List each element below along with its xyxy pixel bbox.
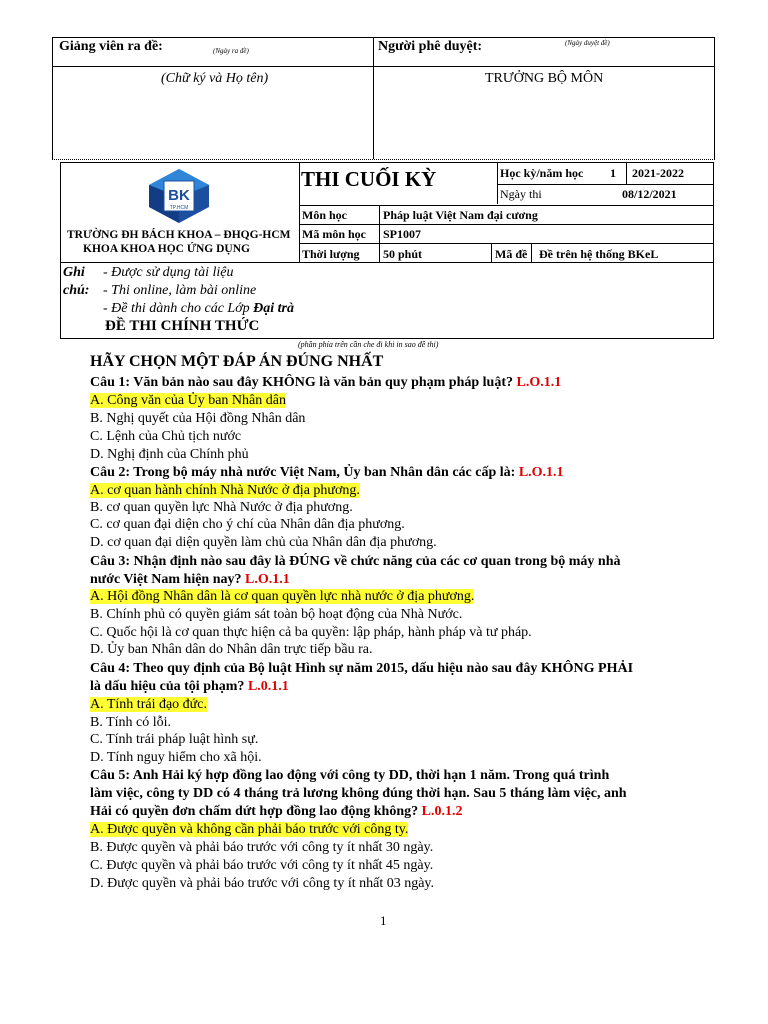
question-1-answer-c: C. Lệnh của Chủ tịch nước — [90, 429, 242, 444]
header-line-sem — [497, 184, 713, 185]
answer-highlight: A. cơ quan hành chính Nhà Nước ở địa phương. — [90, 483, 360, 498]
question-5-lo: L.0.1.2 — [421, 804, 463, 819]
school-logo — [147, 167, 211, 230]
question-5-stem-1: Câu 5: Anh Hải ký hợp đồng lao động với công ty DD, thời hạn 1 năm. Trong quá trình — [90, 768, 610, 783]
question-3-text: nước Việt Nam hiện nay? — [90, 572, 245, 587]
question-3-stem-1: Câu 3: Nhận định nào sau đây là ĐÚNG về chức năng của các cơ quan trong bộ máy nhà — [90, 554, 621, 569]
question-4-answer-a — [90, 696, 207, 713]
exam-code-value: Đề trên hệ thống BKeL — [539, 247, 659, 261]
notes-line-3 — [103, 301, 294, 317]
question-5-answer-c: C. Được quyền và phải báo trước với công ty ít nhất 45 ngày. — [90, 858, 434, 873]
question-2-answer-a — [90, 482, 360, 499]
official-label: ĐỀ THI CHÍNH THỨC — [105, 318, 260, 334]
answer-highlight: A. Công văn của Ủy ban Nhân dân — [90, 393, 286, 408]
subject-label: Môn học — [302, 208, 347, 222]
header-line-title — [299, 205, 713, 206]
date-hint-2: (Ngày duyệt đề) — [565, 39, 610, 47]
year-value: 2021-2022 — [632, 166, 684, 180]
question-2-lo: L.O.1.1 — [518, 465, 564, 480]
question-5-answer-b: B. Được quyền và phải báo trước với công ty ít nhất 30 ngày. — [90, 840, 434, 855]
header-divider-duration — [491, 243, 492, 262]
question-3-answer-b: B. Chính phủ có quyền giám sát toàn bộ hoạt động của Nhà Nước. — [90, 607, 463, 622]
date-label: Ngày thi — [500, 187, 542, 201]
code-label: Mã môn học — [302, 227, 366, 241]
exam-code-label: Mã đề — [495, 247, 528, 261]
header-divider-examcode — [531, 243, 532, 262]
question-3-answer-a — [90, 588, 474, 605]
question-5-stem-2: làm việc, công ty DD có 4 tháng trả lương không đúng thời hạn. Sau 5 tháng làm việc, anh — [90, 786, 627, 801]
header-line-subject — [299, 224, 713, 225]
semester-value: 1 — [610, 166, 616, 180]
school-line-2: KHOA KHOA HỌC ỨNG DỤNG — [83, 243, 250, 255]
question-1-lo: L.O.1.1 — [516, 375, 562, 390]
question-5-text: Hải có quyền đơn chấm dứt hợp đồng lao động không? — [90, 804, 422, 819]
question-4-answer-b: B. Tính có lỗi. — [90, 715, 172, 730]
signoff-box — [52, 37, 715, 160]
approver-label: Người phê duyệt: — [378, 39, 483, 54]
answer-highlight: A. Tính trái đạo đức. — [90, 697, 207, 712]
exam-header — [60, 162, 714, 263]
question-4-stem-2 — [90, 678, 289, 695]
lecturer-label: Giảng viên ra đề: — [59, 39, 163, 54]
question-4-stem-1: Câu 4: Theo quy định của Bộ luật Hình sự năm 2015, dấu hiệu nào sau đây KHÔNG PHẢI — [90, 661, 634, 676]
question-1-answer-d: D. Nghị định của Chính phủ — [90, 447, 249, 462]
question-4-answer-d: D. Tính nguy hiểm cho xã hội. — [90, 750, 262, 765]
semester-label: Học kỳ/năm học — [500, 166, 584, 180]
subject-value: Pháp luật Việt Nam đại cương — [383, 208, 538, 222]
code-value: SP1007 — [383, 227, 422, 241]
logo-sub: TP.HCM — [169, 205, 189, 211]
date-value: 08/12/2021 — [622, 187, 677, 201]
notes-label-2: chú: — [63, 283, 90, 298]
answer-highlight: A. Được quyền và không cần phải báo trước với công ty. — [90, 822, 409, 837]
notes-line-1: - Được sử dụng tài liệu — [103, 265, 234, 280]
question-5-answer-d: D. Được quyền và phải báo trước với công ty ít nhất 03 ngày. — [90, 876, 435, 891]
question-2-answer-b: B. cơ quan quyền lực Nhà Nước ở địa phương. — [90, 500, 353, 515]
notes-label-1: Ghi — [63, 265, 85, 280]
duration-label: Thời lượng — [302, 247, 360, 261]
question-3-answer-d: D. Ủy ban Nhân dân do Nhân dân trực tiếp bầu ra. — [90, 642, 373, 657]
question-1-answer-b: B. Nghị quyết của Hội đồng Nhân dân — [90, 411, 306, 426]
notes-line-2: - Thi online, làm bài online — [103, 283, 257, 298]
question-2-answer-c: C. cơ quan đại diện cho ý chí của Nhân dân địa phương. — [90, 517, 405, 532]
question-2-text: Câu 2: Trong bộ máy nhà nước Việt Nam, Ủy ban Nhân dân các cấp là: — [90, 465, 519, 480]
duration-value: 50 phút — [383, 247, 423, 261]
notes-line-3-bold: Đại trà — [253, 301, 295, 316]
date-hint-1: (Ngày ra đề) — [213, 47, 249, 55]
exam-title: THI CUỐI KỲ — [301, 167, 437, 191]
question-1-answer-a — [90, 392, 286, 409]
notes-line-3-prefix: - Đề thi dành cho các Lớp — [103, 301, 254, 316]
signoff-row-line — [53, 66, 714, 67]
question-1-stem — [90, 374, 561, 391]
signature-hint: (Chữ ký và Họ tên) — [161, 71, 269, 86]
logo-text: BK — [168, 187, 190, 204]
instructions: HÃY CHỌN MỘT ĐÁP ÁN ĐÚNG NHẤT — [90, 353, 384, 370]
header-divider-labels — [379, 205, 380, 262]
answer-highlight: A. Hội đồng Nhân dân là cơ quan quyền lực nhà nước ở địa phương. — [90, 589, 475, 604]
head-title: TRƯỞNG BỘ MÔN — [485, 71, 604, 86]
question-2-stem — [90, 464, 564, 481]
notes-box — [60, 262, 714, 339]
page-number: 1 — [380, 913, 387, 928]
question-5-answer-a — [90, 821, 408, 838]
cut-note: (phần phía trên cần che đi khi in sao đề thi) — [298, 340, 439, 349]
question-3-answer-c: C. Quốc hội là cơ quan thực hiện cả ba quyền: lập pháp, hành pháp và tư pháp. — [90, 625, 532, 640]
question-3-lo: L.O.1.1 — [245, 572, 290, 587]
question-3-stem-2 — [90, 571, 290, 588]
header-divider-semval — [626, 163, 627, 184]
header-line-code — [299, 243, 713, 244]
question-5-stem-3 — [90, 803, 462, 820]
signoff-divider — [373, 38, 374, 159]
header-divider-main — [299, 163, 300, 262]
question-4-text: là dấu hiệu của tội phạm? — [90, 679, 248, 694]
question-4-lo: L.0.1.1 — [247, 679, 289, 694]
question-4-answer-c: C. Tính trái pháp luật hình sự. — [90, 732, 259, 747]
question-1-text: Câu 1: Văn bản nào sau đây KHÔNG là văn bản quy phạm pháp luật? — [90, 375, 517, 390]
school-line-1: TRƯỜNG ĐH BÁCH KHOA – ĐHQG-HCM — [67, 229, 291, 241]
question-2-answer-d: D. cơ quan đại diện quyền làm chủ của Nhân dân địa phương. — [90, 535, 437, 550]
